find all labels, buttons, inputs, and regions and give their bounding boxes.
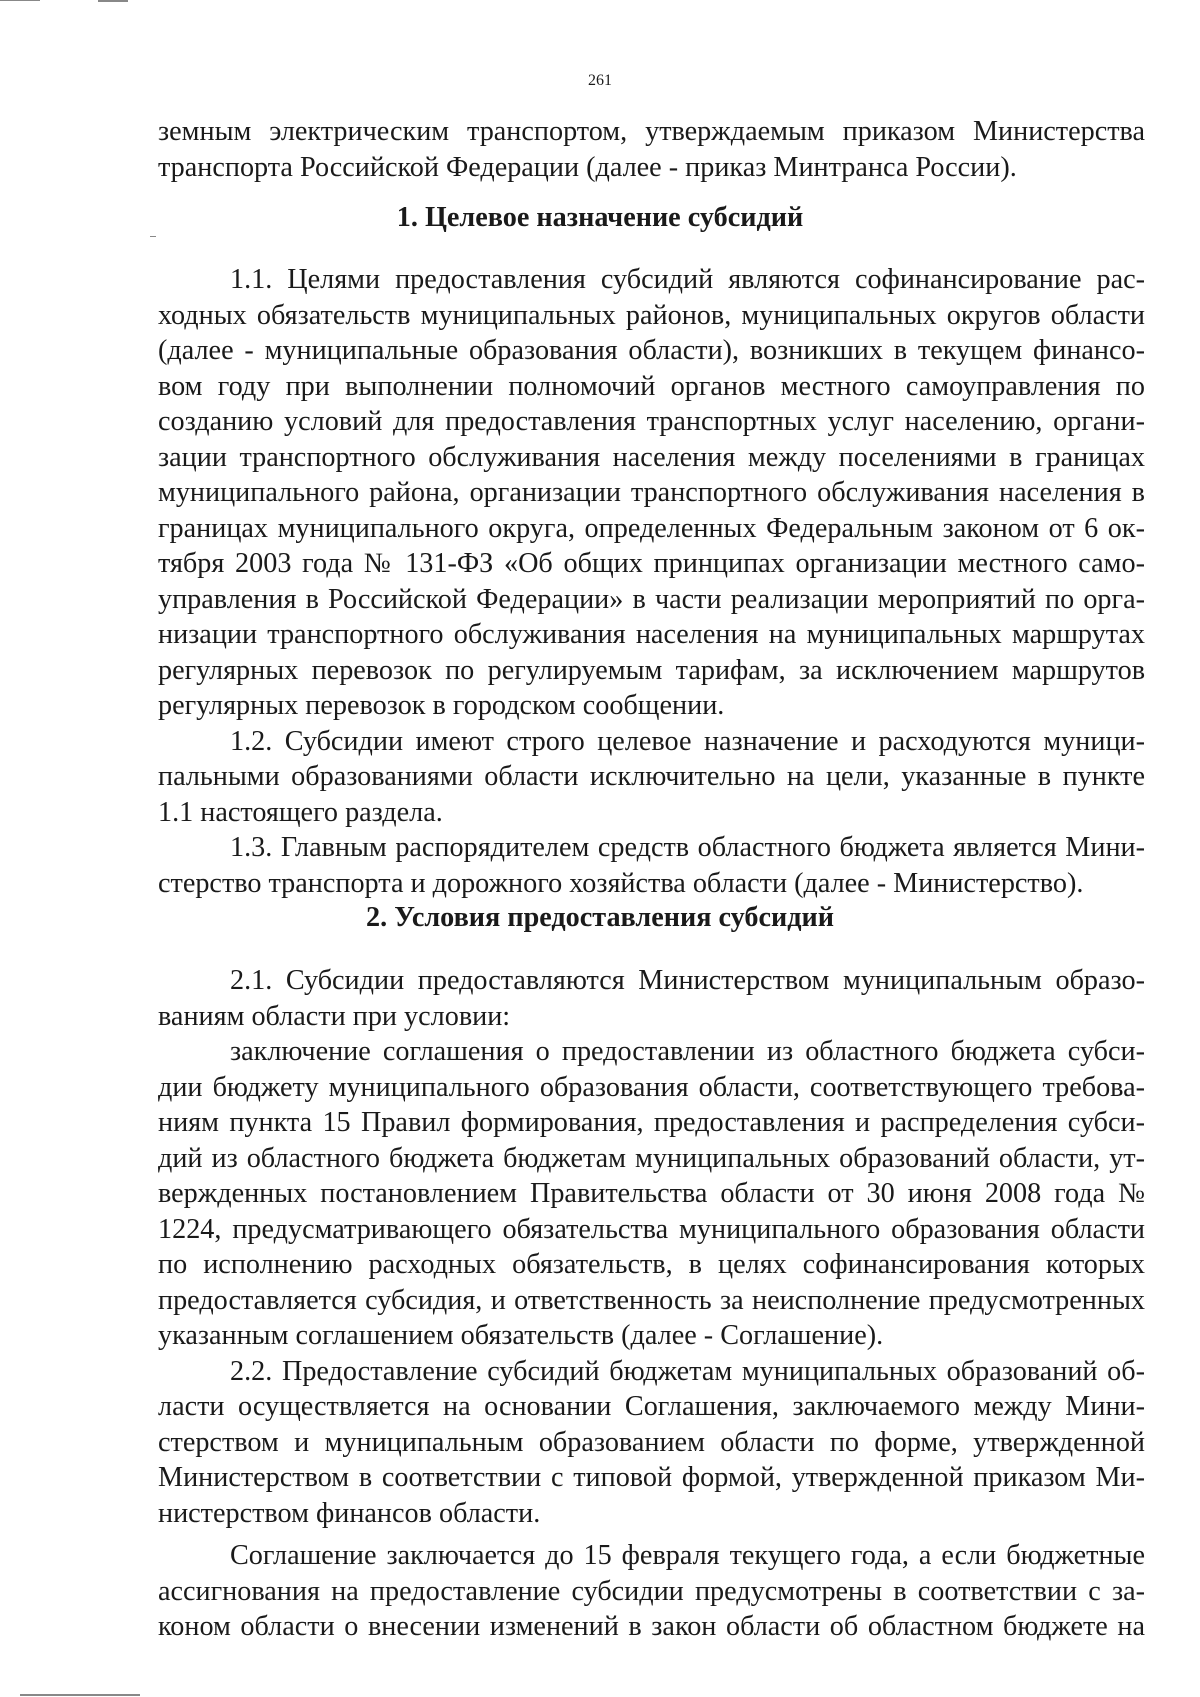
text-line: регулярных перевозок в городском сообщении. <box>158 690 725 721</box>
text-line: ниям пункта 15 Правил формирования, предоставления и распределения субси- <box>158 1107 1145 1138</box>
scan-artifact <box>0 0 40 1</box>
text-line: низации транспортного обслуживания населения на муниципальных маршрутах <box>158 619 1145 650</box>
text-line: тября 2003 года № 131-ФЗ «Об общих принципах организации местного само- <box>158 548 1145 579</box>
text-line: управления в Российской Федерации» в части реализации мероприятий по орга- <box>158 583 1145 615</box>
text-line: созданию условий для предоставления транспортных услуг населению, органи- <box>158 406 1145 437</box>
text-line: по исполнению расходных обязательств, в целях софинансирования которых <box>158 1249 1145 1280</box>
text-line: дий из областного бюджета бюджетам муниципальных образований области, ут- <box>158 1142 1145 1174</box>
text-line: заключение соглашения о предоставлении из областного бюджета субси- <box>230 1036 1145 1067</box>
scan-artifact <box>150 236 156 237</box>
text-line: ваниям области при условии: <box>158 1000 511 1032</box>
text-line: 1224, предусматривающего обязательства муниципального образования области <box>158 1213 1145 1245</box>
section-heading-2: 2. Условия предоставления субсидий <box>366 902 834 933</box>
text-line: стерство транспорта и дорожного хозяйства области (далее - Министерство). <box>158 867 1084 899</box>
intro-paragraph <box>158 114 1145 185</box>
text-line: (далее - муниципальные образования области), возникших в текущем финансо- <box>158 335 1145 366</box>
text-line: нистерством финансов области. <box>158 1497 541 1529</box>
text-line: 2.2. Предоставление субсидий бюджетам муниципальных образований об- <box>230 1355 1145 1387</box>
text-line: коном области о внесении изменений в закон области об областном бюджете на <box>158 1611 1145 1642</box>
text-line: пальными образованиями области исключительно на цели, указанные в пункте <box>158 761 1145 792</box>
text-line: ассигнования на предоставление субсидии предусмотрены в соответствии с за- <box>158 1575 1145 1607</box>
text-line: 1.1. Целями предоставления субсидий являются софинансирование рас- <box>230 264 1145 295</box>
text-line: 1.3. Главным распорядителем средств областного бюджета является Мини- <box>230 832 1145 863</box>
text-line: предоставляется субсидия, и ответственность за неисполнение предусмотренных <box>158 1284 1145 1316</box>
text-line: стерством и муниципальным образованием области по форме, утвержденной <box>158 1426 1145 1458</box>
section-heading-1: 1. Целевое назначение субсидий <box>396 202 804 233</box>
text-line: муниципального района, организации транспортного обслуживания населения в <box>158 477 1145 508</box>
text-line: Соглашение заключается до 15 февраля текущего года, а если бюджетные <box>230 1540 1145 1571</box>
text-line: транспорта Российской Федерации (далее - приказ Минтранса России). <box>158 151 1017 183</box>
text-line: ходных обязательств муниципальных районов, муниципальных округов области <box>158 299 1145 331</box>
section-2-continuation <box>158 1538 1145 1645</box>
text-line: 1.1 настоящего раздела. <box>158 796 443 828</box>
scan-artifact <box>20 1694 140 1696</box>
section-2-text <box>158 963 1145 1531</box>
text-line: регулярных перевозок по регулируемым тарифам, за исключением маршрутов <box>158 654 1145 686</box>
text-line: земным электрическим транспортом, утверждаемым приказом Министерства <box>158 116 1145 147</box>
text-line: вержденных постановлением Правительства области от 30 июня 2008 года № <box>158 1178 1145 1209</box>
section-1-text <box>158 262 1145 901</box>
text-line: 2.1. Субсидии предоставляются Министерством муниципальным образо- <box>230 965 1145 996</box>
page-number: 261 <box>588 72 612 89</box>
text-line: вом году при выполнении полномочий органов местного самоуправления по <box>158 370 1145 402</box>
text-line: дии бюджету муниципального образования области, соответствующего требова- <box>158 1071 1145 1103</box>
text-line: границах муниципального округа, определенных Федеральным законом от 6 ок- <box>158 512 1145 544</box>
scan-artifact <box>98 0 128 2</box>
text-line: зации транспортного обслуживания населения между поселениями в границах <box>158 441 1145 473</box>
text-line: Министерством в соответствии с типовой формой, утвержденной приказом Ми- <box>158 1462 1145 1493</box>
text-line: указанным соглашением обязательств (далее - Соглашение). <box>158 1320 884 1351</box>
text-line: ласти осуществляется на основании Соглашения, заключаемого между Мини- <box>158 1391 1145 1422</box>
text-line: 1.2. Субсидии имеют строго целевое назначение и расходуются муници- <box>230 725 1145 757</box>
